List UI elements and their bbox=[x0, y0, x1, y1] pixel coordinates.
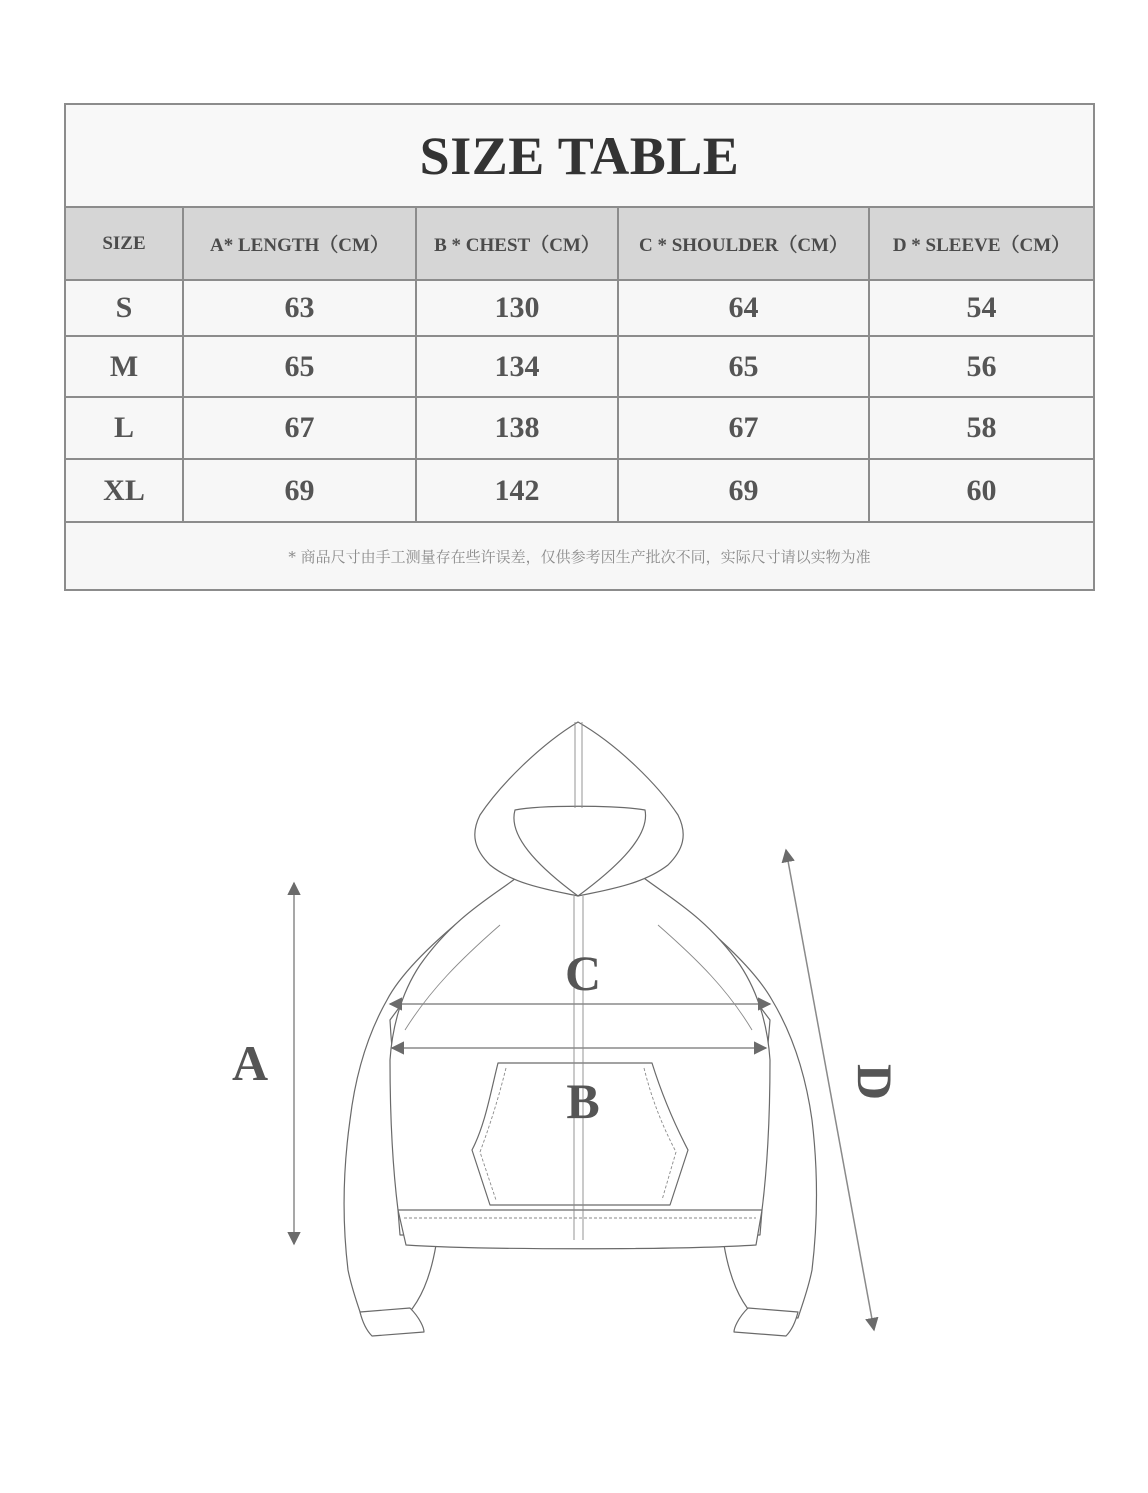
hem-band bbox=[398, 1210, 762, 1249]
length-cell: 63 bbox=[184, 281, 417, 335]
sleeve-cell: 56 bbox=[966, 349, 997, 383]
chest-cell: 130 bbox=[417, 281, 619, 335]
table-row bbox=[66, 281, 1093, 337]
hoodie-outline bbox=[344, 722, 816, 1336]
table-row bbox=[66, 460, 1093, 523]
size-table-header-row bbox=[66, 208, 1093, 281]
hoodie-diagram bbox=[0, 700, 1148, 1380]
length-cell: 67 bbox=[184, 398, 417, 458]
shoulder-cell: 65 bbox=[619, 337, 870, 396]
chest-cell: 142 bbox=[417, 460, 619, 521]
sleeve-cell: 54 bbox=[966, 291, 997, 324]
header-chest: B * CHEST（CM） bbox=[417, 208, 619, 279]
shoulder-cell: 67 bbox=[619, 398, 870, 458]
shoulder-cell: 64 bbox=[619, 281, 870, 335]
header-length: A* LENGTH（CM） bbox=[184, 208, 417, 279]
header-shoulder: C * SHOULDER（CM） bbox=[619, 208, 870, 279]
measurement-note: * 商品尺寸由手工测量存在些许误差，仅供参考因生产批次不同，实际尺寸请以实物为准 bbox=[288, 547, 871, 566]
header-sleeve: D * SLEEVE（CM） bbox=[892, 235, 1071, 256]
chest-cell: 138 bbox=[417, 398, 619, 458]
table-row bbox=[66, 398, 1093, 460]
sleeve-cell: 58 bbox=[966, 411, 997, 444]
shoulder-cell: 69 bbox=[619, 460, 870, 521]
size-table-title-row bbox=[66, 105, 1093, 208]
shoulder-label: C bbox=[564, 945, 602, 1001]
size-cell: M bbox=[66, 337, 184, 396]
sleeve-label: D bbox=[847, 1063, 903, 1101]
length-cell: 69 bbox=[184, 460, 417, 521]
length-cell: 65 bbox=[184, 337, 417, 396]
size-cell: XL bbox=[66, 460, 184, 521]
size-table bbox=[64, 103, 1095, 591]
chest-label: B bbox=[566, 1073, 600, 1129]
length-label: A bbox=[231, 1035, 269, 1091]
right-cuff bbox=[734, 1308, 798, 1336]
table-row bbox=[66, 337, 1093, 398]
sleeve-cell: 60 bbox=[966, 473, 997, 507]
size-table-title: SIZE TABLE bbox=[419, 125, 740, 186]
chest-cell: 134 bbox=[417, 337, 619, 396]
left-cuff bbox=[360, 1308, 424, 1336]
size-cell: L bbox=[66, 398, 184, 458]
header-size: SIZE bbox=[66, 208, 184, 279]
size-cell: S bbox=[66, 281, 184, 335]
